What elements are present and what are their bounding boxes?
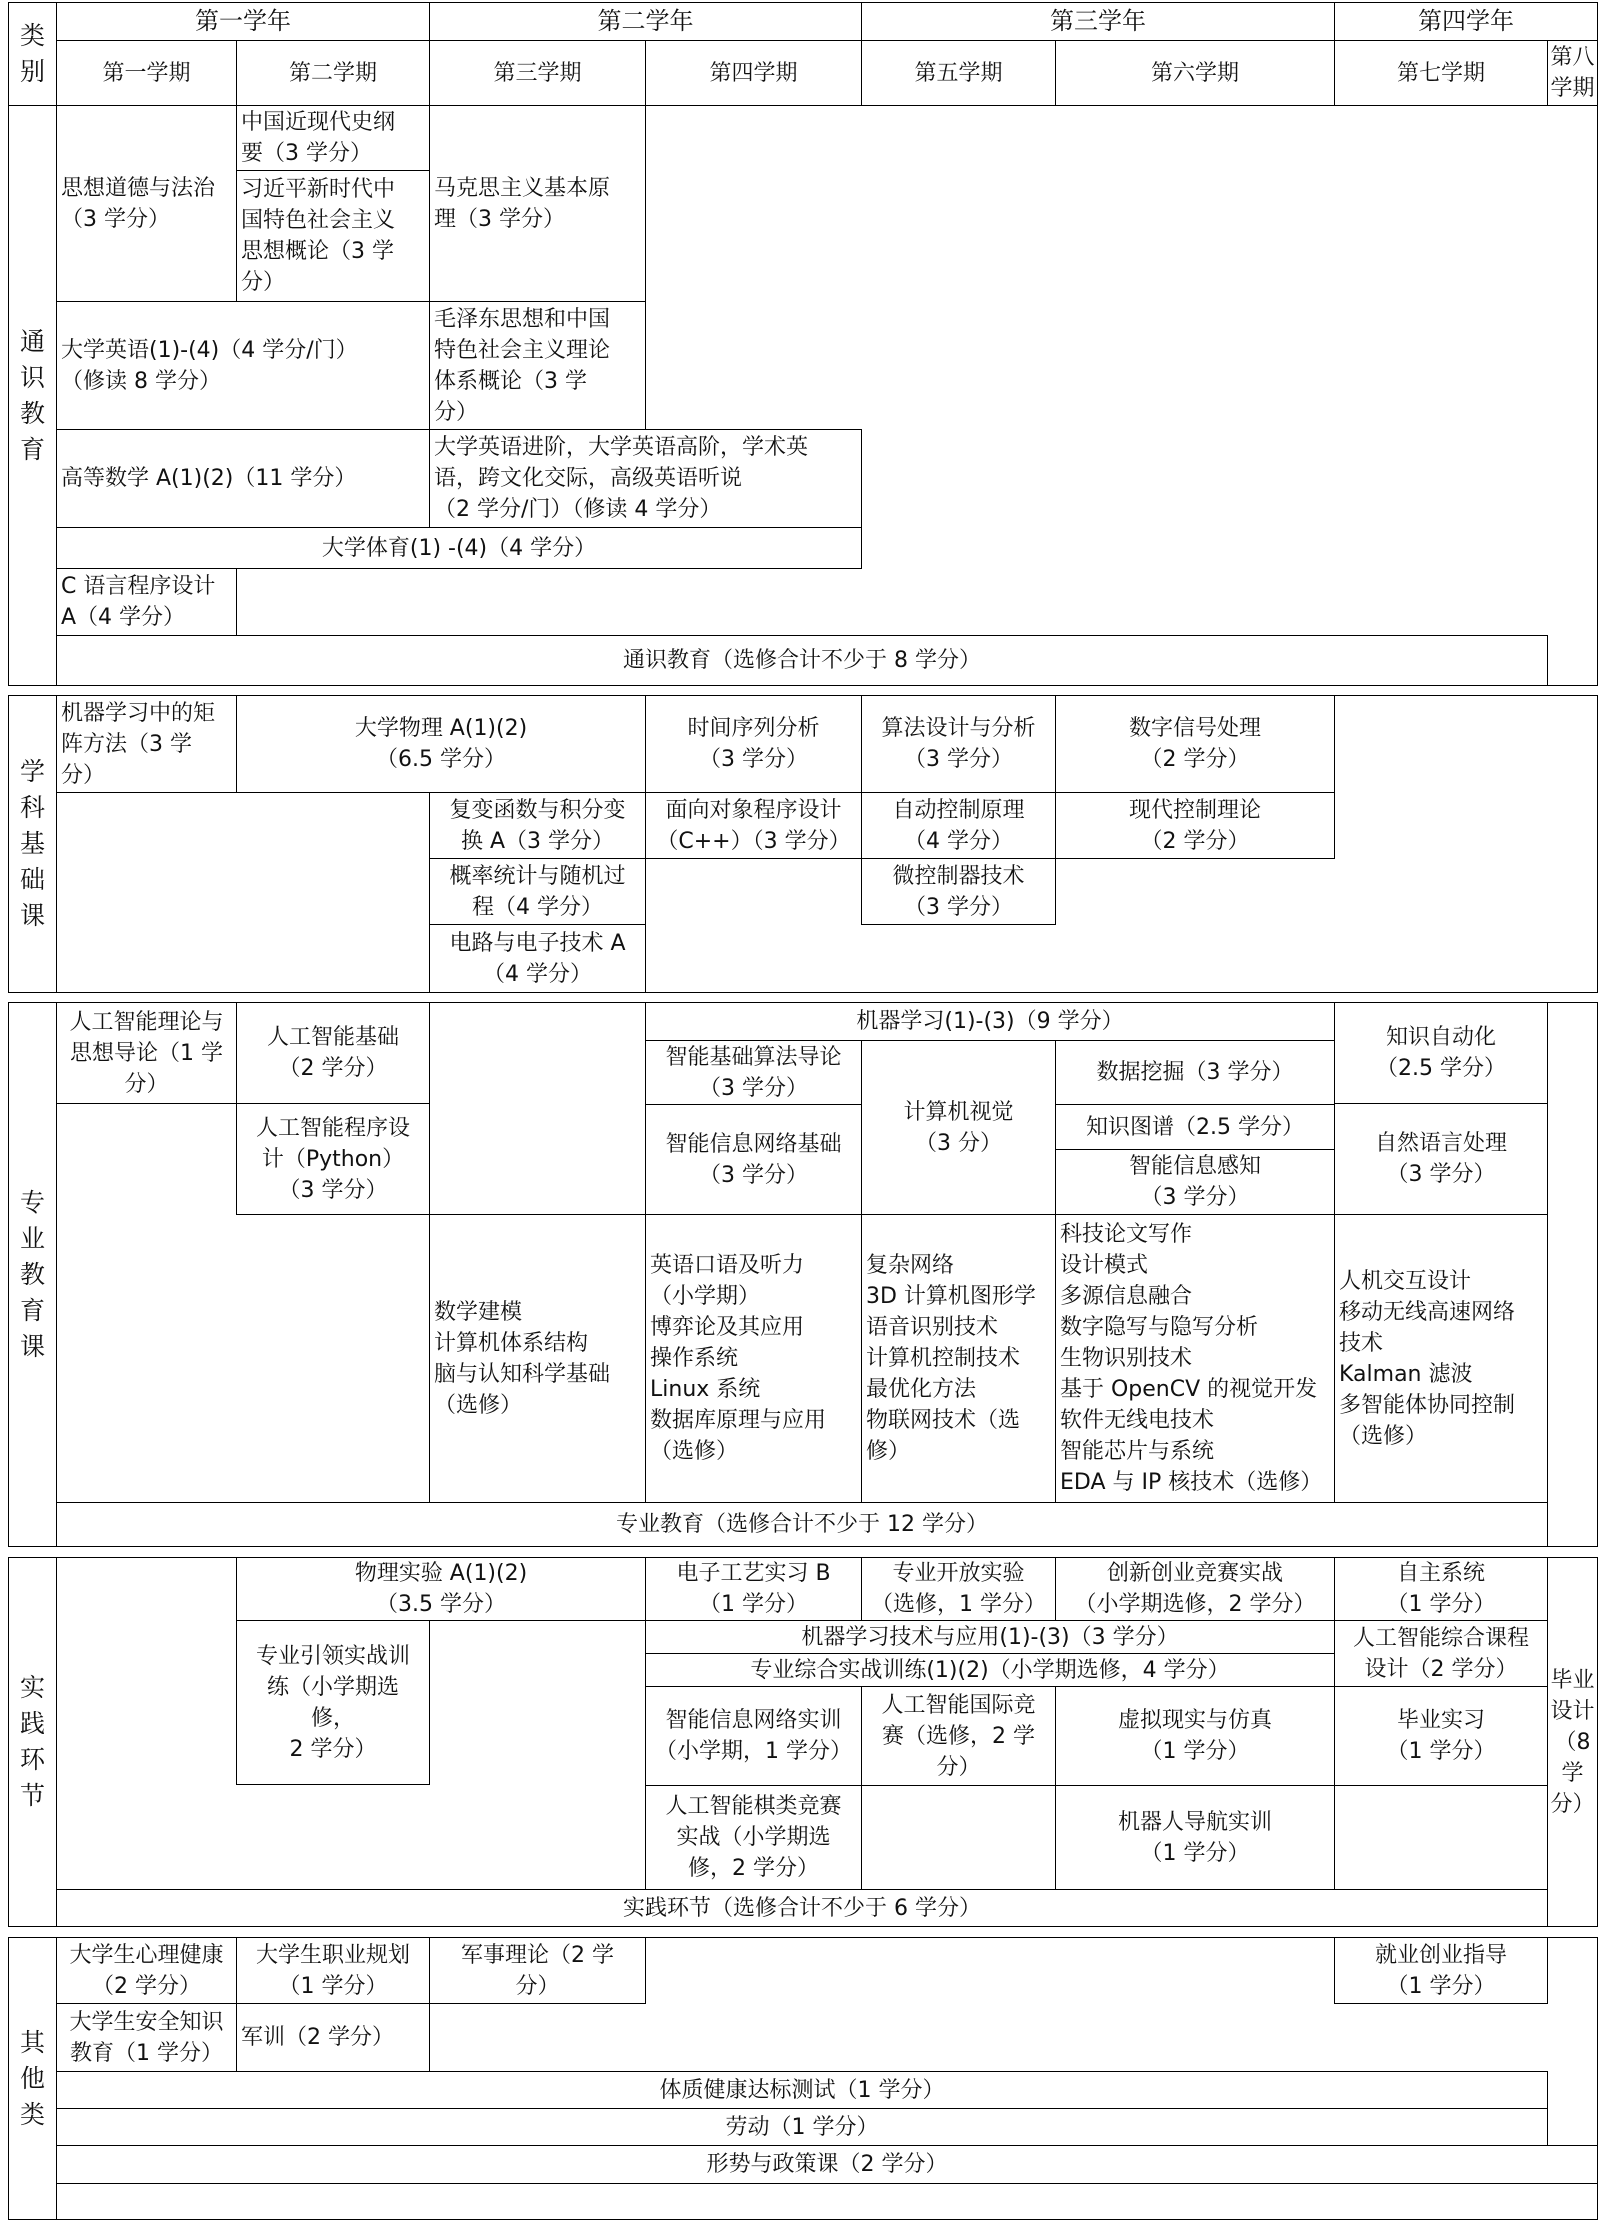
course-data-mining: 数据挖掘（3 学分） (1055, 1040, 1335, 1105)
section-label-practice: 实 践 环 节 (8, 1557, 57, 1927)
course-employment-guidance: 就业创业指导 （1 学分） (1334, 1937, 1548, 2004)
course-intelligent-sensing: 智能信息感知 （3 学分） (1055, 1149, 1335, 1215)
course-ai-international-competition: 人工智能国际竞 赛（选修，2 学 分） (861, 1686, 1056, 1786)
course-complex-functions: 复变函数与积分变 换 A（3 学分） (429, 792, 646, 859)
course-advanced-english: 大学英语进阶，大学英语高阶，学术英 语，跨文化交际，高级英语听说 （2 学分/门）（修读 4 学分） (429, 429, 862, 528)
course-auto-control: 自动控制原理 （4 学分） (861, 792, 1056, 859)
semester-header-7: 第七学期 (1334, 40, 1548, 106)
course-modern-control: 现代控制理论 （2 学分） (1055, 792, 1335, 859)
course-fitness-test: 体质健康达标测试（1 学分） (56, 2071, 1548, 2109)
semester-header-6: 第六学期 (1055, 40, 1335, 106)
course-math: 高等数学 A(1)(2)（11 学分） (56, 429, 430, 528)
course-mental-health: 大学生心理健康 （2 学分） (56, 1937, 237, 2004)
course-modern-history: 中国近现代史纲 要（3 学分） (236, 105, 430, 171)
course-career-planning: 大学生职业规划 （1 学分） (236, 1937, 430, 2004)
course-ai-chess-competition: 人工智能棋类竞赛 实战（小学期选 修，2 学分） (645, 1785, 862, 1890)
course-ml-application: 机器学习技术与应用(1)-(3)（3 学分） (645, 1620, 1335, 1654)
category-header: 类 别 (8, 2, 57, 106)
practice-elective-total: 实践环节（选修合计不少于 6 学分） (56, 1889, 1548, 1927)
year-header-4: 第四学年 (1334, 2, 1598, 41)
course-physics-lab: 物理实验 A(1)(2) （3.5 学分） (236, 1557, 646, 1621)
course-labor: 劳动（1 学分） (56, 2108, 1548, 2146)
semester-header-3: 第三学期 (429, 40, 646, 106)
course-microcontroller: 微控制器技术 （3 学分） (861, 858, 1056, 925)
course-knowledge-graph: 知识图谱（2.5 学分） (1055, 1104, 1335, 1150)
course-time-series: 时间序列分析 （3 学分） (645, 695, 862, 793)
year-header-2: 第二学年 (429, 2, 862, 41)
course-military-training: 军训（2 学分） (236, 2003, 430, 2072)
course-safety-education: 大学生安全知识 教育（1 学分） (56, 2003, 237, 2072)
course-algorithms: 算法设计与分析 （3 学分） (861, 695, 1056, 793)
course-intelligent-network-lab: 智能信息网络实训 （小学期，1 学分） (645, 1686, 862, 1786)
course-circuits: 电路与电子技术 A （4 学分） (429, 924, 646, 993)
course-matrix-methods: 机器学习中的矩 阵方法（3 学 分） (56, 695, 237, 793)
course-ai-basics: 人工智能基础 （2 学分） (236, 1002, 430, 1104)
course-moral-law: 思想道德与法治 （3 学分） (56, 105, 237, 302)
course-vr-simulation: 虚拟现实与仿真 （1 学分） (1055, 1686, 1335, 1786)
professional-elective-total: 专业教育（选修合计不少于 12 学分） (56, 1502, 1548, 1547)
electives-semester-5: 复杂网络 3D 计算机图形学 语音识别技术 计算机控制技术 最优化方法 物联网技术（选 修） (861, 1214, 1056, 1503)
course-knowledge-automation: 知识自动化 （2.5 学分） (1334, 1002, 1548, 1104)
course-graduation-internship: 毕业实习 （1 学分） (1334, 1686, 1548, 1786)
course-marxism: 马克思主义基本原 理（3 学分） (429, 105, 646, 302)
course-military-theory: 军事理论（2 学 分） (429, 1937, 646, 2004)
course-ai-programming: 人工智能程序设 计（Python） （3 学分） (236, 1103, 430, 1215)
electives-semester-4: 英语口语及听力 （小学期） 博弈论及其应用 操作系统 Linux 系统 数据库原理与应用 （选修） (645, 1214, 862, 1503)
course-ai-course-design: 人工智能综合课程 设计（2 学分） (1334, 1620, 1548, 1687)
semester-header-4: 第四学期 (645, 40, 862, 106)
course-autonomous-systems: 自主系统 （1 学分） (1334, 1557, 1548, 1621)
section-label-general: 通 识 教 育 (8, 105, 57, 686)
course-oop: 面向对象程序设计 （C++）（3 学分） (645, 792, 862, 859)
course-mao-thought: 毛泽东思想和中国 特色社会主义理论 体系概论（3 学 分） (429, 301, 646, 430)
course-probability: 概率统计与随机过 程（4 学分） (429, 858, 646, 925)
section-label-other: 其 他 类 (8, 1937, 57, 2220)
course-intelligent-network: 智能信息网络基础 （3 学分） (645, 1104, 862, 1215)
section-label-professional: 专 业 教 育 课 (8, 1002, 57, 1547)
course-computer-vision: 计算机视觉 （3 分） (861, 1040, 1056, 1215)
section-label-foundation: 学 科 基 础 课 (8, 695, 57, 993)
course-politics: 形势与政策课（2 学分） (56, 2145, 1598, 2184)
course-graduation-design: 毕业 设计 （8 学 分） (1547, 1557, 1598, 1927)
general-elective-total: 通识教育（选修合计不少于 8 学分） (56, 635, 1548, 686)
year-header-3: 第三学年 (861, 2, 1335, 41)
course-guided-training: 专业引领实战训 练（小学期选 修， 2 学分） (236, 1620, 430, 1785)
course-nlp: 自然语言处理 （3 学分） (1334, 1103, 1548, 1215)
course-comprehensive-training: 专业综合实战训练(1)(2)（小学期选修，4 学分） (645, 1653, 1335, 1687)
course-xi-thought: 习近平新时代中 国特色社会主义 思想概论（3 学 分） (236, 170, 430, 302)
course-electronics-practice: 电子工艺实习 B （1 学分） (645, 1557, 862, 1621)
electives-semester-6: 科技论文写作 设计模式 多源信息融合 数字隐写与隐写分析 生物识别技术 基于 OpenCV 的视觉开发 软件无线电技术 智能芯片与系统 EDA 与 IP 核技术（选修） (1055, 1214, 1335, 1503)
course-robot-navigation: 机器人导航实训 （1 学分） (1055, 1785, 1335, 1890)
course-pe: 大学体育(1) -(4)（4 学分） (56, 527, 862, 569)
year-header-1: 第一学年 (56, 2, 430, 41)
course-ai-theory: 人工智能理论与 思想导论（1 学 分） (56, 1002, 237, 1104)
course-dsp: 数字信号处理 （2 学分） (1055, 695, 1335, 793)
course-english: 大学英语(1)-(4)（4 学分/门） （修读 8 学分） (56, 301, 430, 430)
course-machine-learning: 机器学习(1)-(3)（9 学分） (645, 1002, 1335, 1041)
semester-header-2: 第二学期 (236, 40, 430, 106)
electives-semester-7: 人机交互设计 移动无线高速网络 技术 Kalman 滤波 多智能体协同控制 （选修） (1334, 1214, 1548, 1503)
semester-header-1: 第一学期 (56, 40, 237, 106)
course-intelligent-algorithms: 智能基础算法导论 （3 学分） (645, 1040, 862, 1105)
course-innovation-competition: 创新创业竞赛实战 （小学期选修，2 学分） (1055, 1557, 1335, 1621)
course-physics: 大学物理 A(1)(2) （6.5 学分） (236, 695, 646, 793)
electives-semester-3: 数学建模 计算机体系结构 脑与认知科学基础 （选修） (429, 1214, 646, 1503)
course-c-language: C 语言程序设计 A（4 学分） (56, 568, 237, 636)
semester-header-5: 第五学期 (861, 40, 1056, 106)
semester-header-8: 第八 学期 (1547, 40, 1598, 106)
course-open-lab: 专业开放实验 （选修，1 学分） (861, 1557, 1056, 1621)
